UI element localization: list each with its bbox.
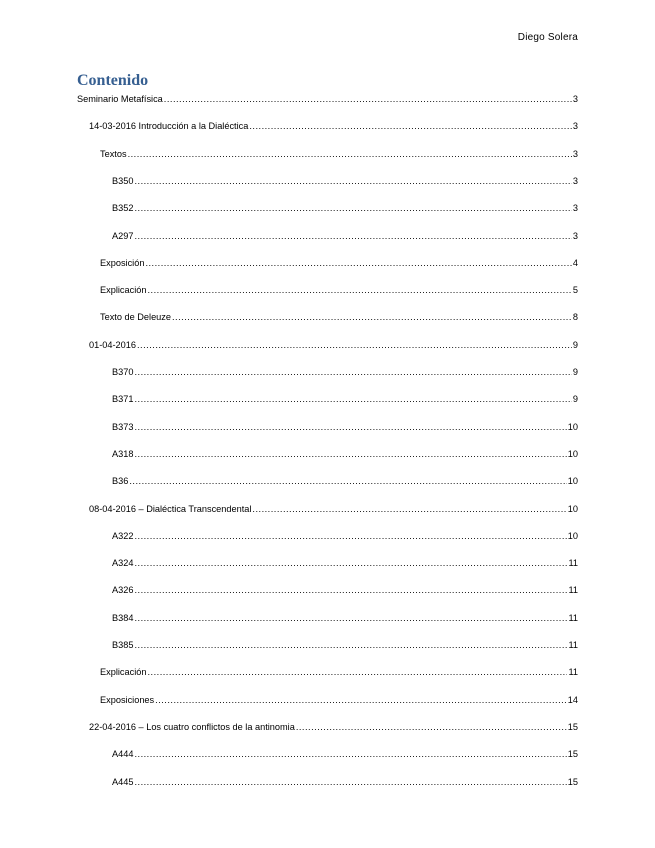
toc-entry-label: Explicación [100, 285, 147, 296]
toc-entry-page-number: 3 [572, 148, 578, 159]
toc-dot-leader [134, 613, 567, 623]
toc-dot-leader [134, 367, 571, 377]
toc-entry-label: A324 [112, 558, 134, 569]
toc-entry-page-number: 9 [572, 339, 578, 350]
toc-entry-label: Texto de Deleuze [100, 312, 171, 323]
toc-entry-label: A326 [112, 585, 134, 596]
toc-entry-page-number: 3 [572, 203, 578, 214]
toc-entry-label: 14-03-2016 Introducción a la Dialéctica [89, 121, 249, 132]
toc-entry-page-number: 10 [567, 476, 578, 487]
toc-entry[interactable] [112, 558, 578, 572]
toc-dot-leader [147, 667, 567, 677]
toc-entry[interactable] [100, 285, 578, 299]
toc-entry-label: Seminario Metafísica [77, 94, 163, 104]
toc-entry[interactable] [112, 176, 578, 190]
toc-entry-label: A318 [112, 448, 134, 459]
toc-entry-page-number: 3 [572, 230, 578, 241]
toc-entry-label: 22-04-2016 – Los cuatro conflictos de la antinomia [89, 721, 295, 732]
toc-dot-leader [134, 394, 571, 404]
toc-dot-leader [296, 722, 567, 732]
toc-dot-leader [134, 449, 566, 459]
toc-entry-page-number: 3 [572, 175, 578, 186]
toc-entry-page-number: 11 [568, 558, 578, 569]
toc-entry[interactable] [112, 367, 578, 381]
toc-entry-label: B352 [112, 203, 134, 214]
toc-entry-label: B385 [112, 640, 134, 650]
toc-dot-leader [134, 749, 566, 759]
toc-entry-label: B36 [112, 476, 129, 487]
toc-dot-leader [134, 176, 571, 186]
toc-entry-page-number: 8 [572, 312, 578, 323]
toc-entry-label: Exposición [100, 257, 145, 268]
toc-entry[interactable] [112, 777, 578, 791]
toc-entry-label: 08-04-2016 – Dialéctica Transcendental [89, 503, 252, 514]
toc-entry-page-number: 10 [567, 503, 578, 514]
toc-entry-label: A444 [112, 749, 134, 760]
toc-entry-page-number: 11 [568, 640, 578, 650]
toc-entry-label: A445 [112, 776, 134, 787]
toc-entry[interactable] [100, 258, 578, 272]
toc-entry[interactable] [112, 749, 578, 763]
toc-entry[interactable] [89, 504, 578, 518]
toc-dot-leader [155, 695, 567, 705]
toc-entry-page-number: 11 [568, 612, 578, 623]
toc-entry[interactable] [112, 394, 578, 408]
toc-dot-leader [134, 558, 567, 568]
toc-entry[interactable] [112, 640, 578, 654]
toc-entry-page-number: 4 [572, 257, 578, 268]
toc-dot-leader [134, 203, 571, 213]
toc-entry-page-number: 10 [567, 530, 578, 541]
toc-entry-label: Explicación [100, 667, 147, 678]
toc-entry-label: Textos [100, 148, 127, 159]
toc-entry[interactable] [100, 695, 578, 709]
toc-dot-leader [134, 640, 567, 650]
toc-dot-leader [137, 340, 572, 350]
toc-dot-leader [145, 258, 571, 268]
toc-entry[interactable] [112, 476, 578, 490]
toc-dot-leader [134, 422, 566, 432]
toc-entry[interactable] [100, 667, 578, 681]
toc-dot-leader [249, 121, 572, 131]
toc-entry-page-number: 15 [567, 721, 578, 732]
toc-entry-page-number: 3 [572, 121, 578, 132]
toc-entry-label: A297 [112, 230, 134, 241]
toc-entry[interactable] [112, 203, 578, 217]
toc-entry-label: B370 [112, 367, 134, 377]
toc-entry[interactable] [77, 94, 578, 108]
toc-entry-page-number: 11 [568, 585, 578, 596]
toc-dot-leader [164, 94, 572, 104]
toc-entry-page-number: 14 [567, 694, 578, 705]
toc-entry-label: B373 [112, 421, 134, 432]
toc-dot-leader [134, 531, 566, 541]
toc-entry[interactable] [112, 422, 578, 436]
toc-entry[interactable] [100, 312, 578, 326]
toc-entry-label: B384 [112, 612, 134, 623]
toc-entry[interactable] [112, 531, 578, 545]
toc-entry-label: 01-04-2016 [89, 339, 136, 350]
toc-dot-leader [252, 504, 566, 514]
toc-entry[interactable] [89, 121, 578, 135]
toc-entry[interactable] [112, 613, 578, 627]
toc-entry[interactable] [112, 585, 578, 599]
toc-entry[interactable] [112, 231, 578, 245]
toc-entry-page-number: 10 [567, 421, 578, 432]
toc-entry[interactable] [112, 449, 578, 463]
toc-entry-label: Exposiciones [100, 694, 155, 705]
toc-dot-leader [134, 777, 566, 787]
toc-entry-page-number: 10 [567, 448, 578, 459]
toc-dot-leader [172, 312, 572, 322]
toc-entry-label: B350 [112, 175, 134, 186]
toc-dot-leader [128, 149, 572, 159]
toc-entry[interactable] [89, 722, 578, 736]
toc-entry[interactable] [100, 149, 578, 163]
toc-dot-leader [147, 285, 571, 295]
toc-title: Contenido [77, 72, 149, 89]
toc-entry-page-number: 15 [567, 749, 578, 760]
toc-entry-page-number: 9 [572, 394, 578, 405]
toc-dot-leader [129, 476, 566, 486]
toc-entry-label: A322 [112, 530, 134, 541]
toc-entry-page-number: 9 [572, 367, 578, 377]
toc-entry-label: B371 [112, 394, 134, 405]
toc-dot-leader [134, 231, 571, 241]
toc-entry-page-number: 11 [568, 667, 578, 678]
page-header-author: Diego Solera [517, 32, 578, 43]
toc-entry[interactable] [89, 340, 578, 354]
toc-entry-page-number: 15 [567, 776, 578, 787]
toc-entry-page-number: 3 [572, 94, 578, 104]
toc-dot-leader [134, 585, 567, 595]
toc-entry-page-number: 5 [572, 285, 578, 296]
